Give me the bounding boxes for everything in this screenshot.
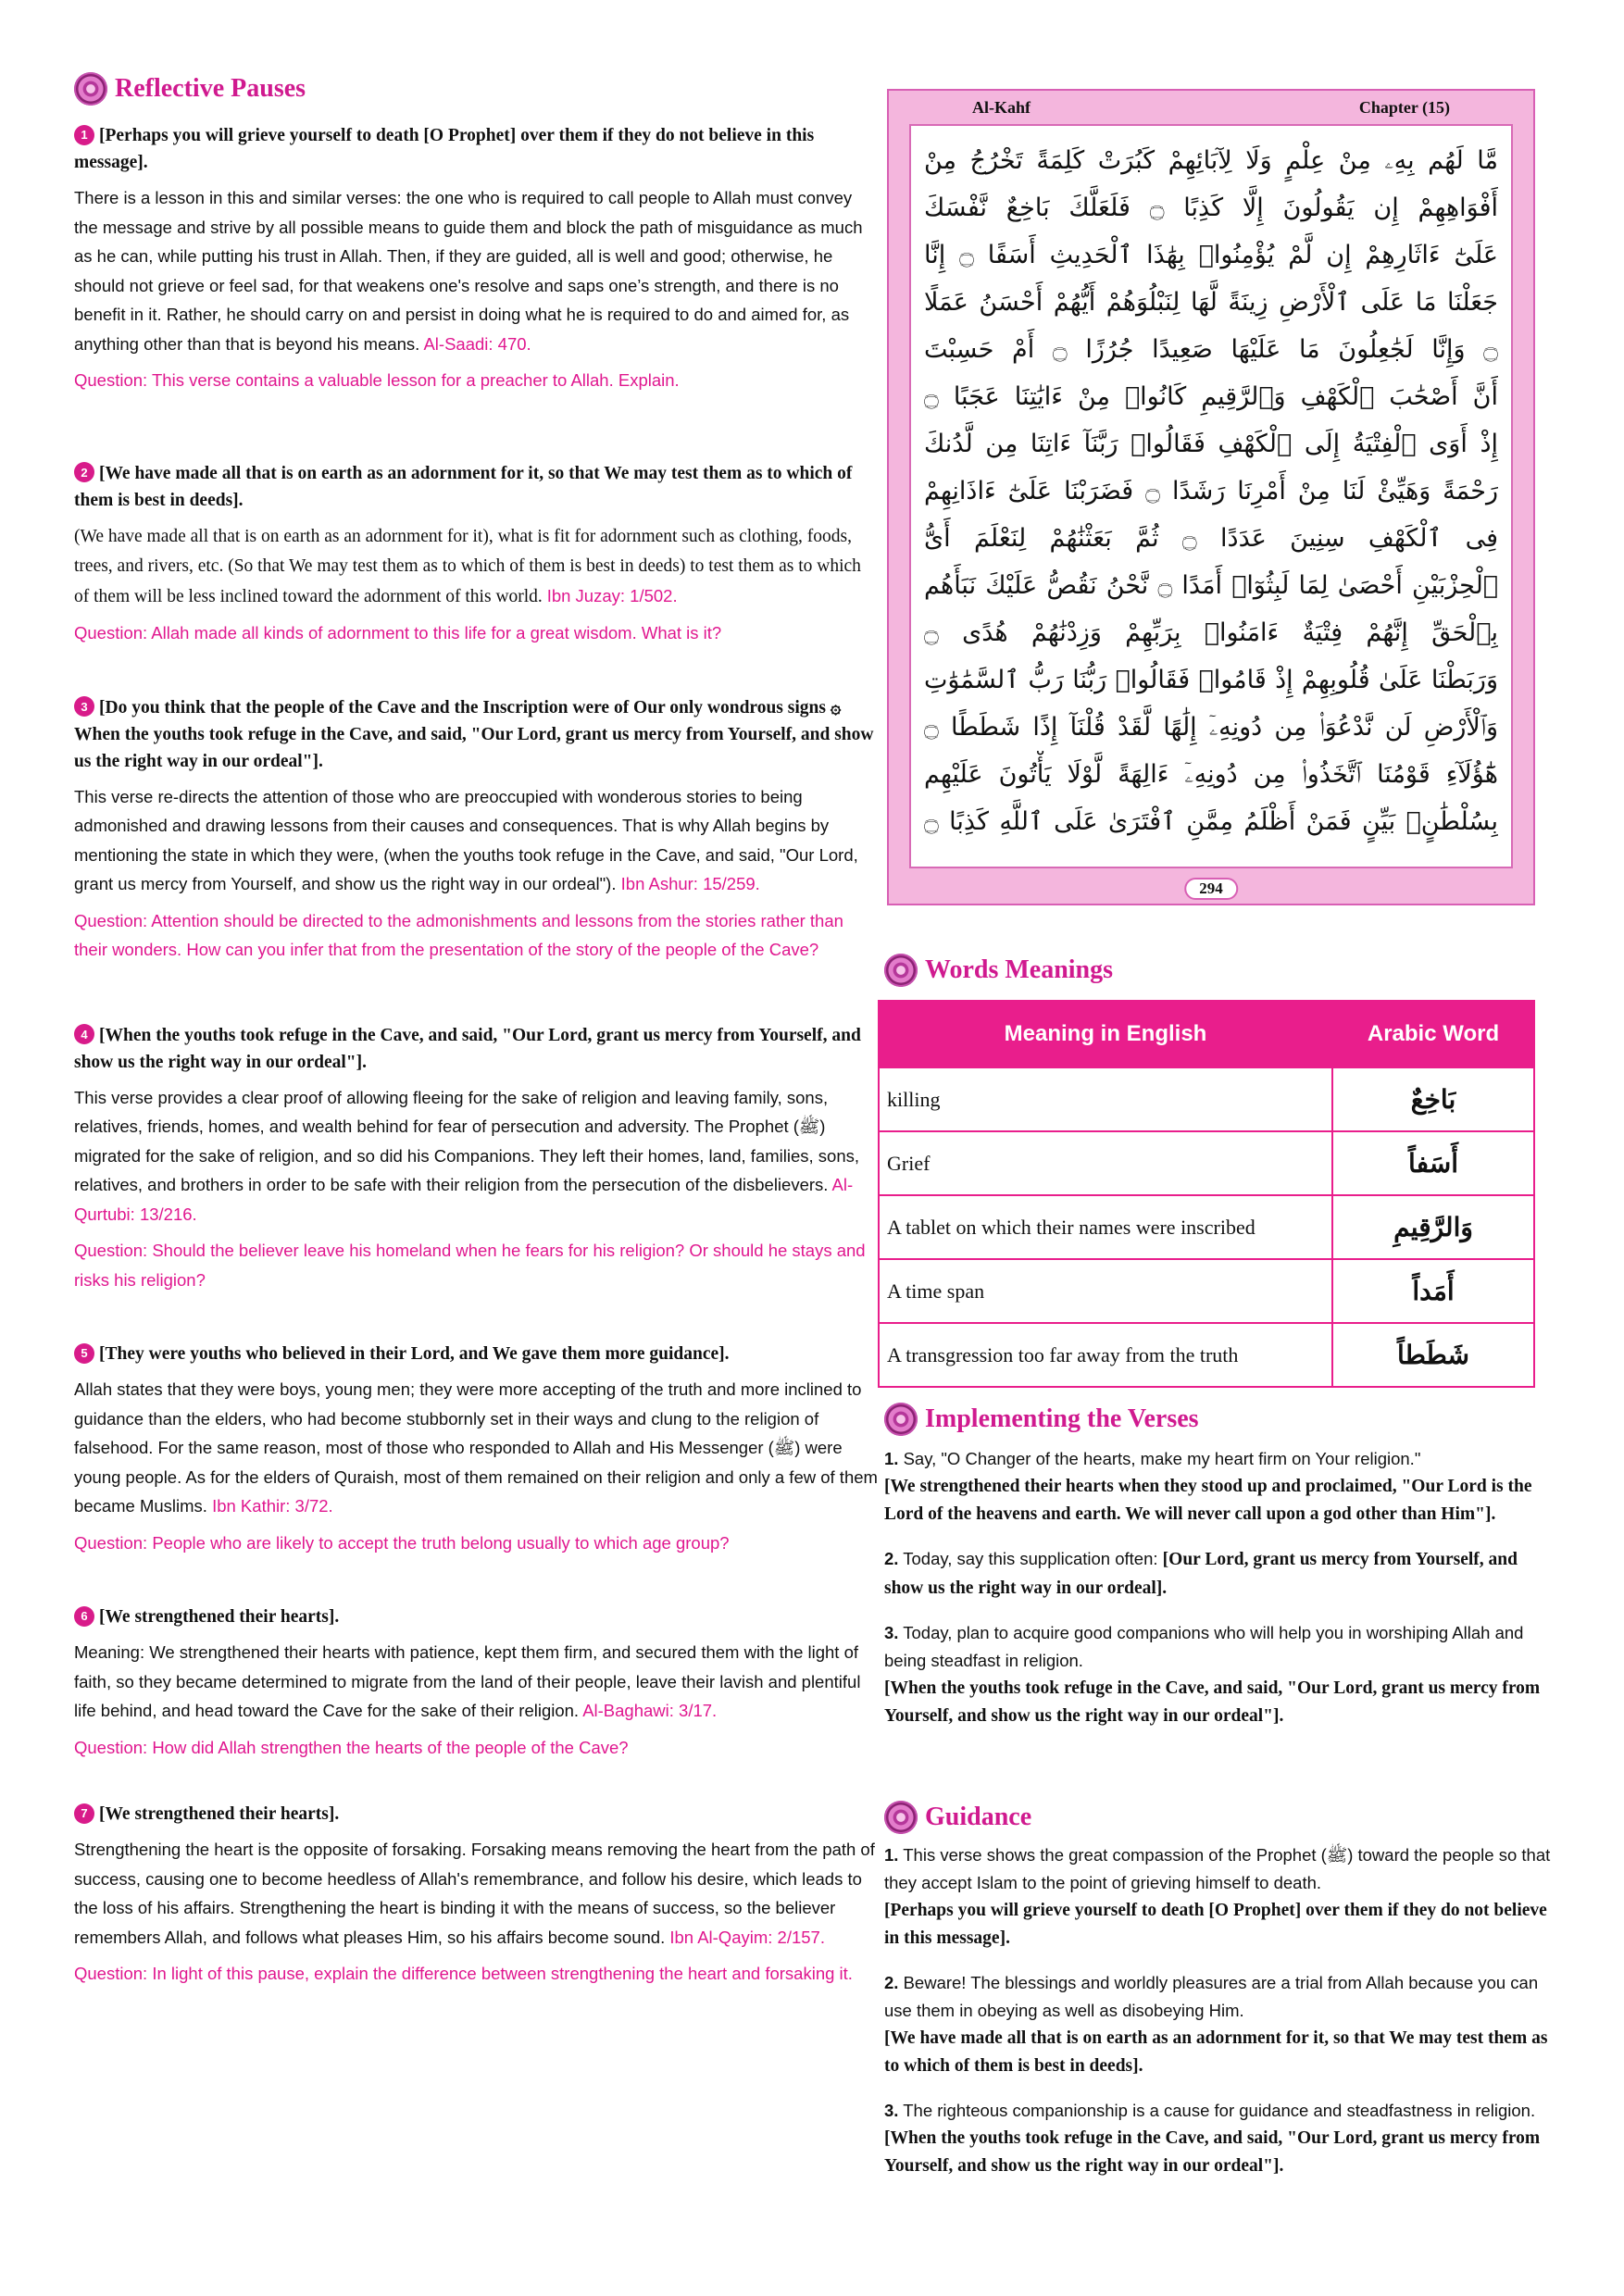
arabic-word-cell: بَاخِعٌ bbox=[1332, 1067, 1534, 1131]
item-number: 2. bbox=[884, 1973, 899, 1992]
section-title: Implementing the Verses bbox=[925, 1404, 1199, 1433]
quran-line: أَنَّ أَصْحَٰبَ ٱلْكَهْفِ وَٱلرَّقِيمِ كَانُوا۟ مِنْ ءَايَٰتِنَا عَجَبًا ۝ bbox=[924, 382, 1498, 411]
guidance-item-3 bbox=[884, 2097, 1560, 2180]
words-meanings-header bbox=[884, 954, 1113, 987]
pause-verse: [When the youths took refuge in the Cave, and said, "Our Lord, grant us mercy from Yourself, and show us the right way in our ordeal"]. bbox=[74, 1025, 861, 1072]
pause-number-badge: 4 bbox=[74, 1024, 94, 1044]
pause-text: This verse provides a clear proof of allowing fleeing for the sake of religion and leaving family, sons, relatives, friends, homes, and wealth behind for fear of persecution and adversity. The Prophet (ﷺ) migrated for the sake of religion, and so did his Companions. They left their homes, land, families, sons, relatives, and brothers in order to be safe with their religion from the persecution of the disbelievers. bbox=[74, 1087, 860, 1194]
quran-line: إِذْ أَوَى ٱلْفِتْيَةُ إِلَى ٱلْكَهْفِ فَقَالُوا۟ رَبَّنَآ ءَاتِنَا مِن لَّدُنكَ bbox=[924, 430, 1498, 458]
quran-line: ٱلْحِزْبَيْنِ أَحْصَىٰ لِمَا لَبِثُوٓا۟ أَمَدًا ۝ نَّحْنُ نَقُصُّ عَلَيْكَ نَبَأَهُم bbox=[924, 571, 1498, 600]
item-text: Today, plan to acquire good companions who will help you in worshiping Allah and being steadfast in religion. bbox=[884, 1623, 1524, 1670]
section-title: Reflective Pauses bbox=[115, 74, 306, 103]
item-number: 1. bbox=[884, 1449, 899, 1468]
quran-line: فِى ٱلْكَهْفِ سِنِينَ عَدَدًا ۝ ثُمَّ بَعَثْنَٰهُمْ لِنَعْلَمَ أَىُّ bbox=[924, 524, 1498, 553]
quran-line: بِسُلْطَٰنٍۭ بَيِّنٍ فَمَنْ أَظْلَمُ مِمَّنِ ٱفْتَرَىٰ عَلَى ٱللَّهِ كَذِبًا ۝ bbox=[924, 807, 1498, 836]
implementing-item-1 bbox=[884, 1445, 1560, 1529]
quran-line: رَحْمَةً وَهَيِّئْ لَنَا مِنْ أَمْرِنَا رَشَدًا ۝ فَضَرَبْنَا عَلَىٰٓ ءَاذَانِهِمْ bbox=[924, 477, 1498, 505]
item-text: This verse shows the great compassion of the Prophet (ﷺ) toward the people so that they accept Islam to the point of grieving himself to death. bbox=[884, 1845, 1551, 1892]
pause-text: (We have made all that is on earth as an adornment for it), what is fit for adornment such as clothing, foods, trees, and rivers, etc. (So that We may test them as to which of them is best in deeds) to test them as to which of them will be less inclined toward the adornment of this world. bbox=[74, 526, 861, 606]
question-text: People who are likely to accept the truth belong usually to which age group? bbox=[152, 1532, 730, 1553]
pause-source: Ibn Ashur: 15/259. bbox=[620, 874, 760, 893]
quran-line: ۝ وَإِنَّا لَجَٰعِلُونَ مَا عَلَيْهَا صَعِيدًا جُرُزًا ۝ أَمْ حَسِبْتَ bbox=[924, 335, 1498, 364]
pause-verse: [We strengthened their hearts]. bbox=[99, 1607, 340, 1627]
pause-source: Ibn Kathir: 3/72. bbox=[212, 1496, 333, 1516]
page-number: 294 bbox=[1184, 878, 1238, 900]
arabic-word-cell: أَسَفاً bbox=[1332, 1131, 1534, 1195]
reflective-pauses-header bbox=[74, 72, 880, 106]
pause-2 bbox=[74, 460, 880, 648]
table-row bbox=[879, 1323, 1534, 1387]
guidance-item-1 bbox=[884, 1841, 1560, 1953]
meaning-cell: A transgression too far away from the truth bbox=[879, 1323, 1332, 1387]
flower-ornament-icon bbox=[884, 1403, 918, 1436]
guidance-header bbox=[884, 1801, 1560, 1834]
pause-verse: [Perhaps you will grieve yourself to death [O Prophet] over them if they do not believe in this message]. bbox=[74, 126, 815, 172]
pause-5 bbox=[74, 1341, 880, 1557]
implementing-verses-section bbox=[884, 1403, 1560, 1747]
meaning-cell: killing bbox=[879, 1067, 1332, 1131]
pause-6 bbox=[74, 1603, 880, 1762]
pause-1 bbox=[74, 122, 880, 395]
pause-question: Question: Should the believer leave his homeland when he fears for his religion? Or should he stays and risks his religion? bbox=[74, 1241, 866, 1290]
table-row bbox=[879, 1131, 1534, 1195]
pause-number-badge: 1 bbox=[74, 125, 94, 145]
quran-line: وَٱلْأَرْضِ لَن نَّدْعُوَا۟ مِن دُونِهِۦٓ إِلَٰهًا لَّقَدْ قُلْنَآ إِذًا شَطَطًا ۝ bbox=[924, 713, 1498, 742]
pause-number-badge: 3 bbox=[74, 696, 94, 717]
pause-question bbox=[74, 1529, 880, 1558]
pause-verse: [They were youths who believed in their Lord, and We gave them more guidance]. bbox=[99, 1344, 730, 1364]
item-text: The righteous companionship is a cause for guidance and steadfastness in religion. bbox=[898, 2101, 1536, 2120]
pause-7 bbox=[74, 1801, 880, 1989]
pause-question: Question: Attention should be directed to the admonishments and lessons from the stories rather than their wonders. How can you infer that from the presentation of the story of the people of the Cave? bbox=[74, 910, 843, 959]
quran-line: مَّا لَهُم بِهِۦ مِنْ عِلْمٍ وَلَا لِآبَائِهِمْ كَبُرَتْ كَلِمَةً تَخْرُجُ مِنْ bbox=[924, 146, 1498, 175]
meaning-cell: Grief bbox=[879, 1131, 1332, 1195]
item-text: Today, say this supplication often: bbox=[898, 1549, 1163, 1568]
item-number: 1. bbox=[884, 1845, 899, 1865]
pause-source: Ibn Juzay: 1/502. bbox=[546, 585, 678, 605]
table-header-row bbox=[879, 1001, 1534, 1067]
table-row bbox=[879, 1067, 1534, 1131]
pause-text: This verse re-directs the attention of those who are preoccupied with wonderous stories to being admonished and drawing lessons from their causes and consequences. That is why Allah begins by mentioning the state in which they were, (when the youths took refuge in the Cave, and said, "Our Lord, grant us mercy from Yourself, and show us the right way in our ordeal"). bbox=[74, 786, 858, 893]
pause-verse: [We have made all that is on earth as an adornment for it, so that We may test them as to which of them is best in deeds]. bbox=[74, 463, 853, 510]
arabic-word-cell: أَمَداً bbox=[1332, 1259, 1534, 1323]
item-verse: [When the youths took refuge in the Cave, and said, "Our Lord, grant us mercy from Yourself, and show us the right way in our ordeal"]. bbox=[884, 1678, 1541, 1726]
pause-text: There is a lesson in this and similar verses: the one who is required to call people to Allah must convey the message and strive by all possible means to guide them and block the path of misguidance as much as he can, while putting his trust in Allah. Then, if they are guided, all is well and good; otherwise, he should not grieve or feel sad, for that weakens one's resolve and saps one’s strength, and there is no benefit in it. Rather, he should carry on and persist in doing what he is required to do and aimed for, as anything other than that is beyond his means. bbox=[74, 188, 863, 354]
column-header-english: Meaning in English bbox=[879, 1001, 1332, 1067]
table-row bbox=[879, 1195, 1534, 1259]
flower-ornament-icon bbox=[74, 72, 107, 106]
quran-line: بِٱلْحَقِّ إِنَّهُمْ فِتْيَةٌ ءَامَنُوا۟ بِرَبِّهِمْ وَزِدْنَٰهُمْ هُدًى ۝ bbox=[924, 618, 1498, 647]
item-verse: [Perhaps you will grieve yourself to death [O Prophet] over them if they do not believe in this message]. bbox=[884, 1901, 1547, 1948]
arabic-word-cell: وَالرَّقِيمِ bbox=[1332, 1195, 1534, 1259]
pause-source: Al-Baghawi: 3/17. bbox=[582, 1701, 718, 1720]
arabic-word-cell: شَطَطاً bbox=[1332, 1323, 1534, 1387]
section-title: Guidance bbox=[925, 1803, 1032, 1831]
column-header-arabic: Arabic Word bbox=[1332, 1001, 1534, 1067]
surah-name: Al-Kahf bbox=[972, 98, 1031, 117]
pause-text: Strengthening the heart is the opposite of forsaking. Forsaking means removing the heart from the path of success, causing one to become heedless of Allah's remembrance, and follow his desire, which leads to the loss of his affairs. Strengthening the heart is binding it with the means of success, so the believer remembers Allah, and follows what pleases Him, so his affairs become sound. bbox=[74, 1840, 875, 1947]
table-row bbox=[879, 1259, 1534, 1323]
item-verse: [When the youths took refuge in the Cave, and said, "Our Lord, grant us mercy from Yourself, and show us the right way in our ordeal"]. bbox=[884, 2128, 1541, 2176]
item-number: 2. bbox=[884, 1549, 899, 1568]
pause-3 bbox=[74, 694, 880, 965]
flower-ornament-icon bbox=[884, 1801, 918, 1834]
quran-page-frame bbox=[887, 89, 1535, 905]
implementing-header bbox=[884, 1403, 1560, 1436]
pause-number-badge: 2 bbox=[74, 462, 94, 482]
section-title: Words Meanings bbox=[925, 955, 1114, 984]
pause-question: Question: Allah made all kinds of adornment to this life for a great wisdom. What is it? bbox=[74, 623, 722, 643]
item-text: Say, "O Changer of the hearts, make my heart firm on Your religion." bbox=[898, 1449, 1421, 1468]
question-prefix: Question: bbox=[74, 1532, 153, 1553]
quran-page-header bbox=[889, 98, 1533, 118]
quran-line: عَلَىٰٓ ءَاثَارِهِمْ إِن لَّمْ يُؤْمِنُوا۟ بِهَٰذَا ٱلْحَدِيثِ أَسَفًا ۝ إِنَّا bbox=[924, 241, 1498, 269]
item-number: 3. bbox=[884, 1623, 899, 1642]
quran-line: هَٰٓؤُلَآءِ قَوْمُنَا ٱتَّخَذُوا۟ مِن دُونِهِۦٓ ءَالِهَةً لَّوْلَا يَأْتُونَ عَلَيْهِم bbox=[924, 760, 1498, 789]
pause-question: Question: How did Allah strengthen the hearts of the people of the Cave? bbox=[74, 1737, 629, 1757]
chapter-label: Chapter (15) bbox=[1358, 98, 1450, 117]
pause-text: Meaning: We strengthened their hearts with patience, kept them firm, and secured them with the light of faith, so they became determined to migrate from the land of their people, leave their lavish and plentiful life behind, and head toward the Cave for the sake of their religion. bbox=[74, 1642, 861, 1720]
pause-verse: [We strengthened their hearts]. bbox=[99, 1804, 340, 1824]
words-table bbox=[878, 1000, 1535, 1388]
item-text: Beware! The blessings and worldly pleasures are a trial from Allah because you can use them in obeying as well as disobeying Him. bbox=[884, 1973, 1539, 2020]
pause-number-badge: 6 bbox=[74, 1606, 94, 1627]
pause-number-badge: 5 bbox=[74, 1343, 94, 1364]
meaning-cell: A time span bbox=[879, 1259, 1332, 1323]
pause-text: Allah states that they were boys, young men; they were more accepting of the truth and more inclined to guidance than the elders, who had become stubbornly set in their ways and clung to the religion of falsehood. For the same reason, most of those who responded to Allah and His Messenger (ﷺ) were young people. As for the elders of Quraish, most of them remained on their religion and only a few of them became Muslims. bbox=[74, 1379, 878, 1516]
pause-verse: [Do you think that the people of the Cave and the Inscription were of Our only wondrous signs ۞ When the youths took refuge in the Cave, and said, "Our Lord, grant us mercy from Yourself, and show us the right way in our ordeal"]. bbox=[74, 697, 874, 771]
pause-4 bbox=[74, 1022, 880, 1295]
pause-source: Al-Qurtubi: 13/216. bbox=[74, 1175, 854, 1224]
quran-line: أَفْوَاهِهِمْ إِن يَقُولُونَ إِلَّا كَذِبًا ۝ فَلَعَلَّكَ بَاخِعٌ نَّفْسَكَ bbox=[924, 193, 1498, 222]
reflective-pauses-section bbox=[74, 72, 880, 2035]
pause-number-badge: 7 bbox=[74, 1803, 94, 1824]
item-verse: [We strengthened their hearts when they stood up and proclaimed, "Our Lord is the Lord of the heavens and earth. We will never call upon a god other than Him"]. bbox=[884, 1477, 1532, 1524]
pause-source: Al-Saadi: 470. bbox=[423, 333, 531, 354]
pause-question: Question: This verse contains a valuable lesson for a preacher to Allah. Explain. bbox=[74, 370, 680, 390]
implementing-item-3 bbox=[884, 1619, 1560, 1730]
quran-text-area bbox=[909, 124, 1513, 868]
pause-question: Question: In light of this pause, explain the difference between strengthening the heart and forsaking it. bbox=[74, 1964, 853, 1983]
guidance-section bbox=[884, 1801, 1560, 2197]
item-number: 3. bbox=[884, 2101, 899, 2120]
item-verse: [We have made all that is on earth as an adornment for it, so that We may test them as to which of them is best in deeds]. bbox=[884, 2028, 1548, 2076]
item-verse: [Our Lord, grant us mercy from Yourself, and show us the right way in our ordeal]. bbox=[884, 1550, 1518, 1598]
flower-ornament-icon bbox=[884, 954, 918, 987]
pause-source: Ibn Al-Qayim: 2/157. bbox=[669, 1927, 825, 1947]
meaning-cell: A tablet on which their names were inscribed bbox=[879, 1195, 1332, 1259]
guidance-item-2 bbox=[884, 1969, 1560, 2080]
quran-line: وَرَبَطْنَا عَلَىٰ قُلُوبِهِمْ إِذْ قَامُوا۟ فَقَالُوا۟ رَبُّنَا رَبُّ ٱلسَّمَٰوَٰتِ bbox=[924, 666, 1498, 694]
quran-line: جَعَلْنَا مَا عَلَى ٱلْأَرْضِ زِينَةً لَّهَا لِنَبْلُوَهُمْ أَيُّهُمْ أَحْسَنُ عَمَلًا bbox=[924, 288, 1498, 317]
implementing-item-2 bbox=[884, 1545, 1560, 1603]
